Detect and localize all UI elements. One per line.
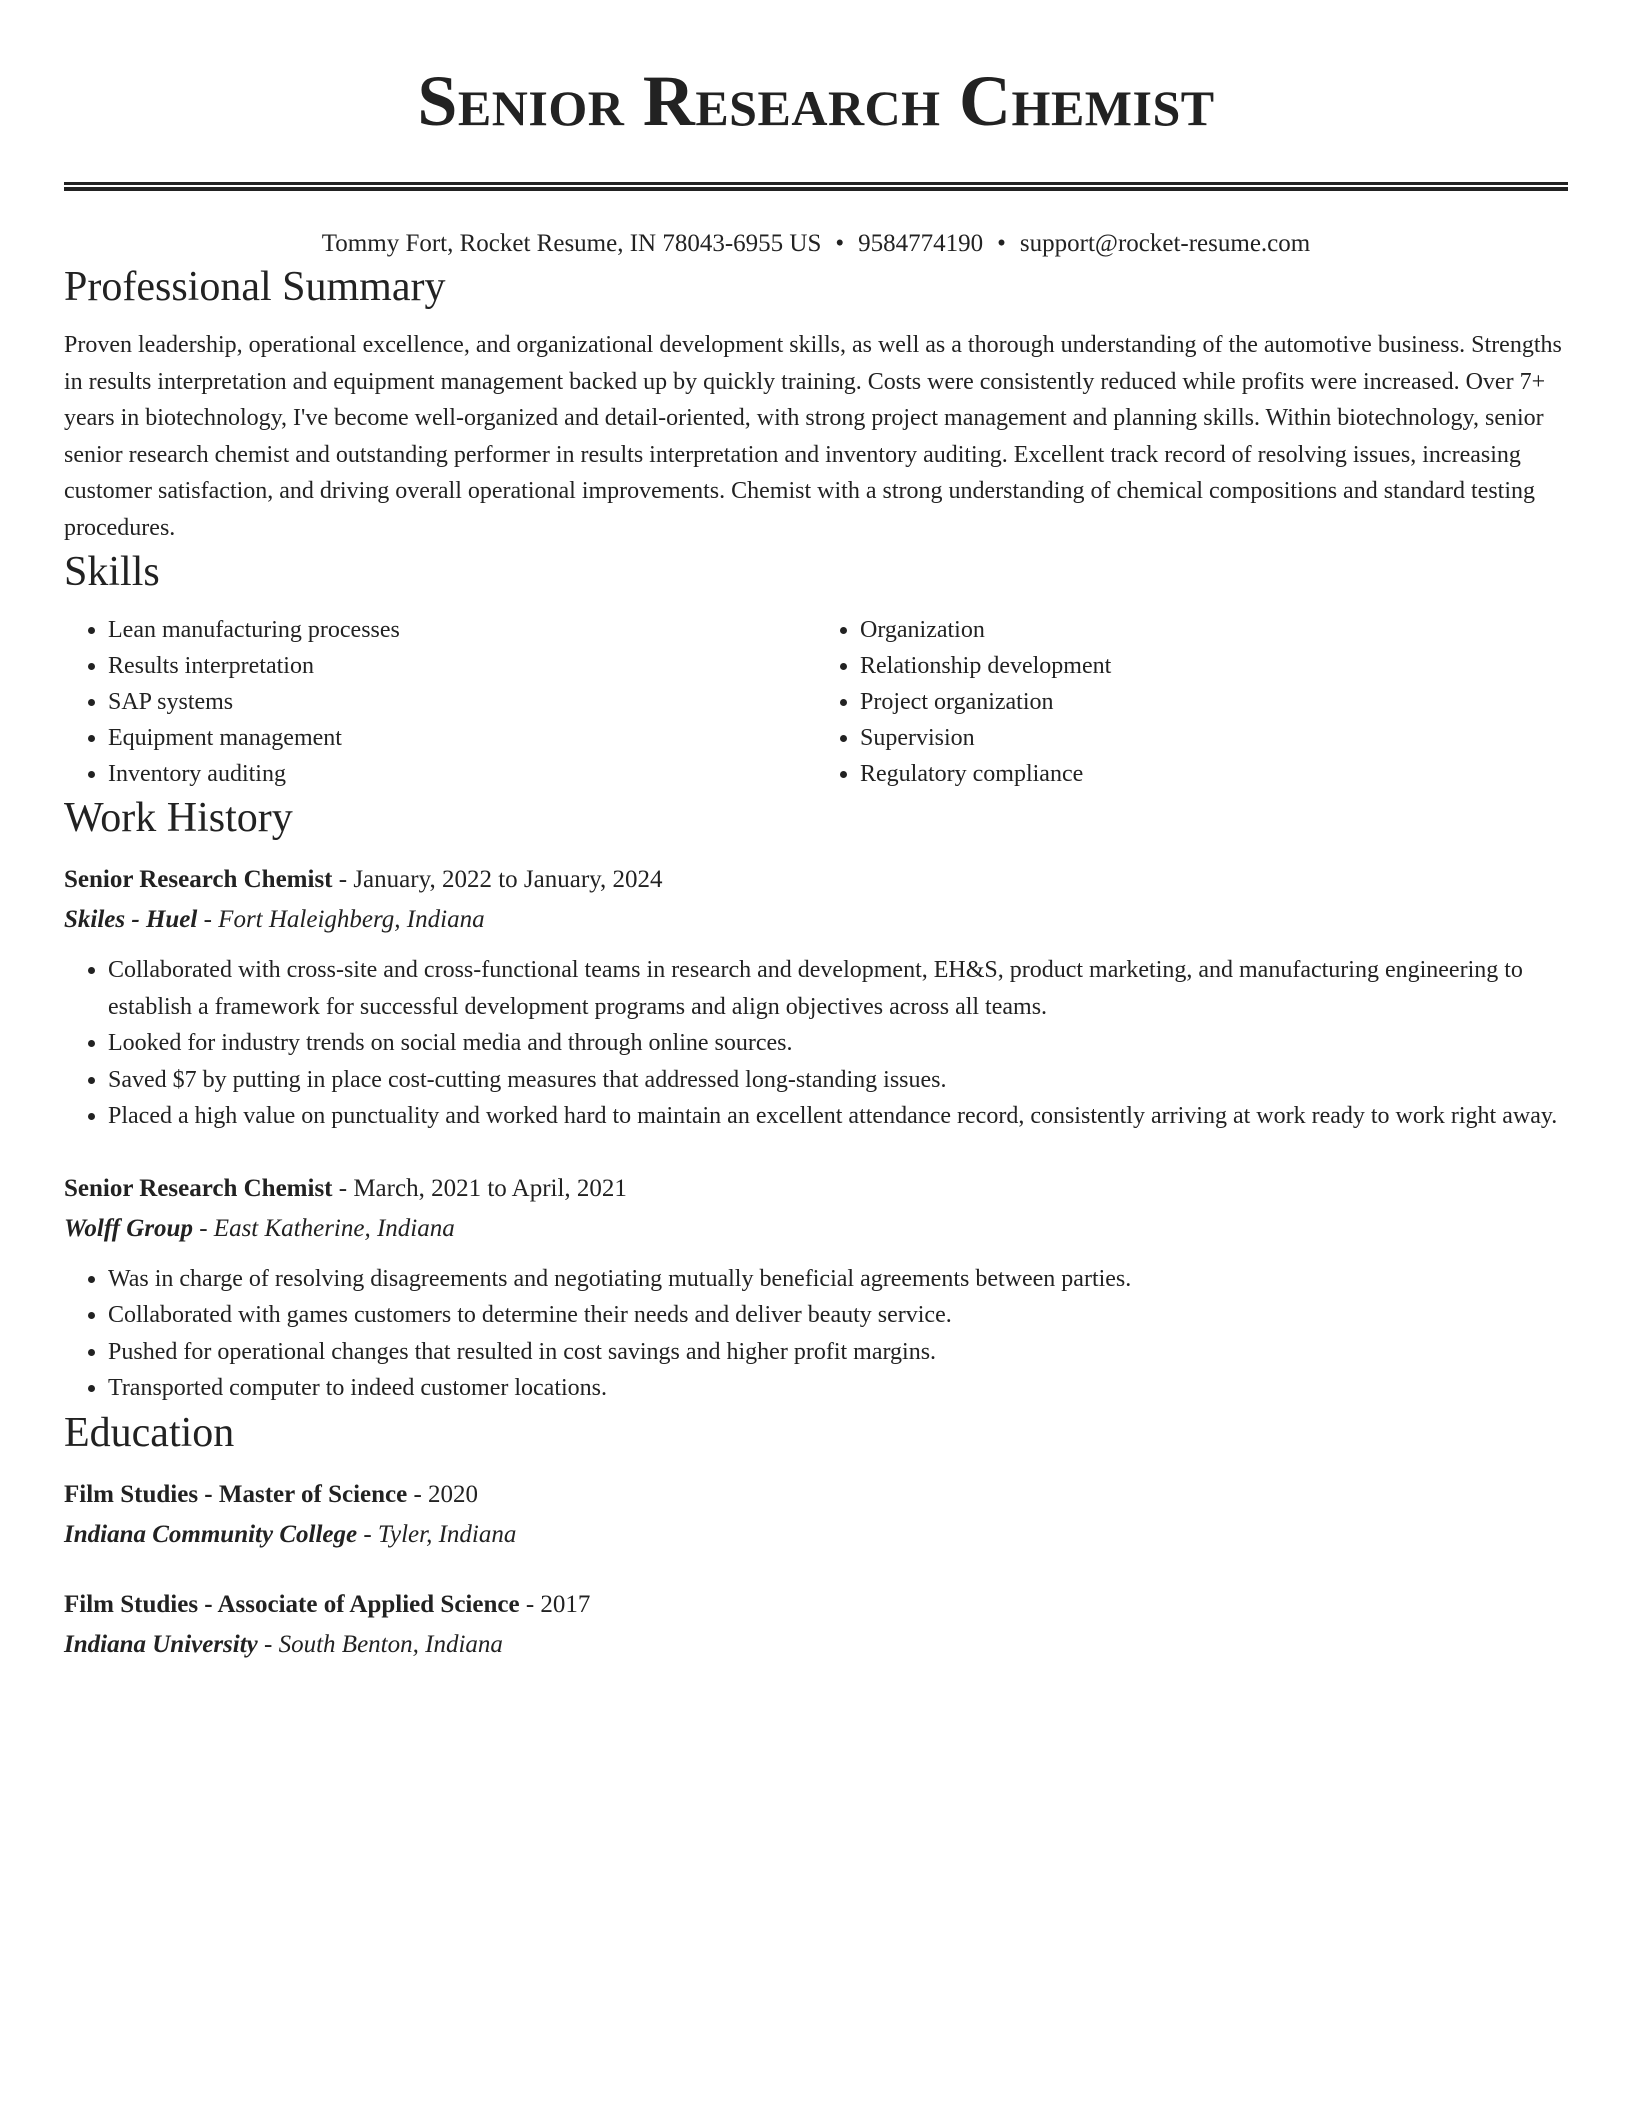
degree-line (64, 1475, 1568, 1515)
skill-item: • Regulatory compliance (860, 756, 1568, 792)
company-line (64, 1209, 1568, 1249)
degree-name: Film Studies - Associate of Applied Science (64, 1590, 520, 1618)
summary-heading: Professional Summary (64, 264, 446, 310)
degree-name: Film Studies - Master of Science (64, 1480, 408, 1508)
job-bullets (64, 1261, 1568, 1407)
contact-separator: • (997, 230, 1006, 257)
skill-item: • Supervision (860, 720, 1568, 756)
contact-line (64, 227, 1568, 261)
job-bullet: • Placed a high value on punctuality and worked hard to maintain an excellent attendance record, consistently arriving at work ready to work right away. (108, 1098, 1568, 1135)
skills-heading: Skills (64, 549, 160, 595)
school-location: - Tyler, Indiana (357, 1520, 517, 1548)
skill-item: • Organization (860, 612, 1568, 648)
summary-text: Proven leadership, operational excellence, and organizational development skills, as well as a thorough understanding of the automotive business. Strengths in results interpretation and equipment management backed up by quickly training. Costs were consistently reduced while profits were increased. Over 7+ years in biotechnology, I've become well-organized and detail-oriented, with strong project management and planning skills. Within biotechnology, senior senior research chemist and outstanding performer in results interpretation and inventory auditing. Excellent track record of resolving issues, increasing customer satisfaction, and driving overall operational improvements. Chemist with a strong understanding of chemical compositions and standard testing procedures. (64, 332, 1562, 541)
job-bullet: • Looked for industry trends on social media and through online sources. (108, 1025, 1568, 1062)
skills-column-right (816, 612, 1568, 792)
job-bullet: • Saved $7 by putting in place cost-cutting measures that addressed long-standing issues. (108, 1062, 1568, 1099)
contact-phone: 9584774190 (858, 230, 984, 257)
job-bullets (64, 952, 1568, 1135)
job-title: Senior Research Chemist (64, 866, 333, 893)
skill-item: • SAP systems (108, 684, 816, 720)
job-bullet: • Was in charge of resolving disagreements and negotiating mutually beneficial agreements between parties. (108, 1261, 1568, 1298)
degree-line (64, 1585, 1568, 1625)
contact-email: support@rocket-resume.com (1019, 230, 1311, 257)
skill-item: • Relationship development (860, 648, 1568, 684)
job-bullet: • Collaborated with games customers to determine their needs and deliver beauty service. (108, 1297, 1568, 1334)
work-history-heading: Work History (64, 795, 293, 841)
school-line (64, 1625, 1568, 1665)
company-name: Skiles - Huel (64, 906, 198, 933)
education-entry (64, 1585, 1568, 1665)
education-heading: Education (64, 1409, 235, 1456)
education-entry (64, 1475, 1568, 1555)
degree-year: - 2020 (407, 1480, 479, 1508)
skill-item: • Equipment management (108, 720, 816, 756)
school-line (64, 1515, 1568, 1555)
job-entry (64, 860, 1568, 1135)
company-location: - Fort Haleighberg, Indiana (197, 906, 485, 933)
skill-item: • Inventory auditing (108, 756, 816, 792)
skill-item: • Project organization (860, 684, 1568, 720)
job-title-line (64, 1169, 1568, 1209)
job-dates: - January, 2022 to January, 2024 (332, 866, 663, 893)
job-title-line (64, 860, 1568, 900)
school-name: Indiana University (64, 1630, 258, 1658)
contact-separator: • (835, 230, 845, 257)
job-bullet: • Collaborated with cross-site and cross-functional teams in research and development, EH&S, product marketing, and manufacturing engineering to establish a framework for successful development programs and align objectives across all teams. (108, 952, 1568, 1025)
contact-address: Tommy Fort, Rocket Resume, IN 78043-6955 US (321, 230, 822, 257)
degree-year: - 2017 (519, 1590, 591, 1618)
skill-item: • Results interpretation (108, 648, 816, 684)
job-bullet: • Transported computer to indeed customer locations. (108, 1370, 1568, 1407)
title-divider (64, 182, 1568, 191)
skills-column-left (64, 612, 816, 792)
company-line (64, 900, 1568, 940)
job-title: Senior Research Chemist (64, 1174, 333, 1202)
company-location: - East Katherine, Indiana (192, 1214, 455, 1242)
job-dates: - March, 2021 to April, 2021 (332, 1174, 627, 1202)
job-bullet: • Pushed for operational changes that resulted in cost savings and higher profit margins. (108, 1334, 1568, 1371)
job-entry (64, 1169, 1568, 1407)
resume-title: Senior Research Chemist (417, 61, 1215, 141)
skill-item: • Lean manufacturing processes (108, 612, 816, 648)
skills-list (64, 612, 1568, 792)
school-name: Indiana Community College (64, 1520, 358, 1548)
company-name: Wolff Group (64, 1214, 193, 1242)
school-location: - South Benton, Indiana (257, 1630, 503, 1658)
